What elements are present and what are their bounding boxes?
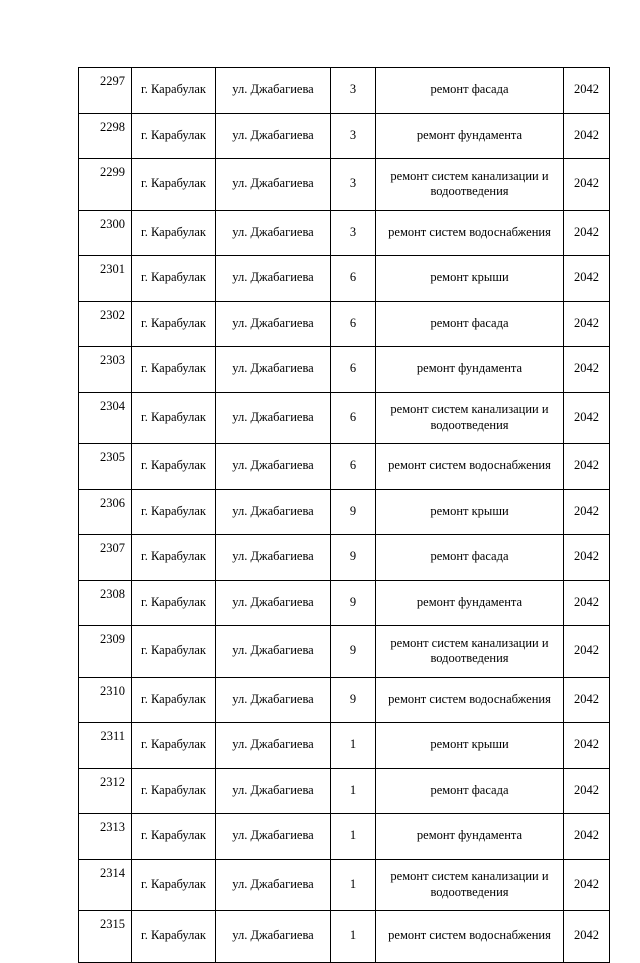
year-cell: 2042 xyxy=(564,580,610,626)
house-cell: 1 xyxy=(331,768,376,814)
table-row xyxy=(79,723,610,769)
street-cell: ул. Джабагиева xyxy=(216,859,331,911)
year-cell: 2042 xyxy=(564,535,610,581)
row-number-cell: 2313 xyxy=(79,814,132,860)
city-cell: г. Карабулак xyxy=(132,814,216,860)
street-cell: ул. Джабагиева xyxy=(216,814,331,860)
city-cell: г. Карабулак xyxy=(132,859,216,911)
city-cell: г. Карабулак xyxy=(132,392,216,444)
table-row xyxy=(79,256,610,302)
year-cell: 2042 xyxy=(564,301,610,347)
house-cell: 9 xyxy=(331,677,376,723)
house-cell: 1 xyxy=(331,911,376,963)
city-cell: г. Карабулак xyxy=(132,580,216,626)
row-number-cell: 2314 xyxy=(79,859,132,911)
street-cell: ул. Джабагиева xyxy=(216,113,331,159)
table-row xyxy=(79,814,610,860)
table-row xyxy=(79,677,610,723)
city-cell: г. Карабулак xyxy=(132,301,216,347)
work-type-cell: ремонт систем водоснабжения xyxy=(376,677,564,723)
year-cell: 2042 xyxy=(564,347,610,393)
row-number-cell: 2308 xyxy=(79,580,132,626)
table-row xyxy=(79,210,610,256)
row-number-cell: 2309 xyxy=(79,626,132,678)
year-cell: 2042 xyxy=(564,814,610,860)
year-cell: 2042 xyxy=(564,723,610,769)
city-cell: г. Карабулак xyxy=(132,489,216,535)
city-cell: г. Карабулак xyxy=(132,347,216,393)
house-cell: 3 xyxy=(331,68,376,114)
year-cell: 2042 xyxy=(564,256,610,302)
work-type-cell: ремонт систем канализации и водоотведения xyxy=(376,626,564,678)
year-cell: 2042 xyxy=(564,159,610,211)
row-number-cell: 2305 xyxy=(79,444,132,490)
year-cell: 2042 xyxy=(564,911,610,963)
table-row xyxy=(79,444,610,490)
table-row xyxy=(79,113,610,159)
street-cell: ул. Джабагиева xyxy=(216,723,331,769)
table-row xyxy=(79,859,610,911)
house-cell: 9 xyxy=(331,489,376,535)
house-cell: 3 xyxy=(331,113,376,159)
table-row xyxy=(79,301,610,347)
year-cell: 2042 xyxy=(564,444,610,490)
table-row xyxy=(79,911,610,963)
city-cell: г. Карабулак xyxy=(132,535,216,581)
row-number-cell: 2301 xyxy=(79,256,132,302)
street-cell: ул. Джабагиева xyxy=(216,392,331,444)
year-cell: 2042 xyxy=(564,859,610,911)
year-cell: 2042 xyxy=(564,210,610,256)
row-number-cell: 2300 xyxy=(79,210,132,256)
row-number-cell: 2304 xyxy=(79,392,132,444)
city-cell: г. Карабулак xyxy=(132,723,216,769)
city-cell: г. Карабулак xyxy=(132,256,216,302)
house-cell: 1 xyxy=(331,814,376,860)
year-cell: 2042 xyxy=(564,489,610,535)
city-cell: г. Карабулак xyxy=(132,159,216,211)
table-row xyxy=(79,580,610,626)
house-cell: 6 xyxy=(331,256,376,302)
row-number-cell: 2303 xyxy=(79,347,132,393)
year-cell: 2042 xyxy=(564,113,610,159)
work-type-cell: ремонт фундамента xyxy=(376,580,564,626)
house-cell: 6 xyxy=(331,444,376,490)
house-cell: 9 xyxy=(331,535,376,581)
work-type-cell: ремонт систем канализации и водоотведения xyxy=(376,392,564,444)
work-type-cell: ремонт фасада xyxy=(376,535,564,581)
work-type-cell: ремонт фундамента xyxy=(376,814,564,860)
city-cell: г. Карабулак xyxy=(132,113,216,159)
table-row xyxy=(79,347,610,393)
house-cell: 9 xyxy=(331,580,376,626)
table-row xyxy=(79,392,610,444)
table-row xyxy=(79,535,610,581)
street-cell: ул. Джабагиева xyxy=(216,159,331,211)
street-cell: ул. Джабагиева xyxy=(216,626,331,678)
street-cell: ул. Джабагиева xyxy=(216,911,331,963)
house-cell: 3 xyxy=(331,210,376,256)
street-cell: ул. Джабагиева xyxy=(216,256,331,302)
work-type-cell: ремонт систем канализации и водоотведения xyxy=(376,859,564,911)
year-cell: 2042 xyxy=(564,68,610,114)
row-number-cell: 2299 xyxy=(79,159,132,211)
work-type-cell: ремонт фундамента xyxy=(376,347,564,393)
city-cell: г. Карабулак xyxy=(132,68,216,114)
city-cell: г. Карабулак xyxy=(132,210,216,256)
house-cell: 6 xyxy=(331,392,376,444)
year-cell: 2042 xyxy=(564,392,610,444)
street-cell: ул. Джабагиева xyxy=(216,489,331,535)
table-row xyxy=(79,159,610,211)
work-type-cell: ремонт фасада xyxy=(376,301,564,347)
year-cell: 2042 xyxy=(564,677,610,723)
street-cell: ул. Джабагиева xyxy=(216,210,331,256)
row-number-cell: 2297 xyxy=(79,68,132,114)
street-cell: ул. Джабагиева xyxy=(216,535,331,581)
work-type-cell: ремонт крыши xyxy=(376,256,564,302)
work-type-cell: ремонт систем водоснабжения xyxy=(376,911,564,963)
house-cell: 1 xyxy=(331,859,376,911)
table-row xyxy=(79,768,610,814)
street-cell: ул. Джабагиева xyxy=(216,768,331,814)
work-type-cell: ремонт фасада xyxy=(376,768,564,814)
row-number-cell: 2298 xyxy=(79,113,132,159)
city-cell: г. Карабулак xyxy=(132,444,216,490)
street-cell: ул. Джабагиева xyxy=(216,68,331,114)
house-cell: 9 xyxy=(331,626,376,678)
work-type-cell: ремонт систем водоснабжения xyxy=(376,210,564,256)
work-type-cell: ремонт фасада xyxy=(376,68,564,114)
city-cell: г. Карабулак xyxy=(132,626,216,678)
house-cell: 1 xyxy=(331,723,376,769)
street-cell: ул. Джабагиева xyxy=(216,301,331,347)
row-number-cell: 2307 xyxy=(79,535,132,581)
row-number-cell: 2310 xyxy=(79,677,132,723)
house-cell: 6 xyxy=(331,301,376,347)
city-cell: г. Карабулак xyxy=(132,911,216,963)
works-table-body xyxy=(79,68,610,963)
table-row xyxy=(79,626,610,678)
house-cell: 6 xyxy=(331,347,376,393)
row-number-cell: 2306 xyxy=(79,489,132,535)
row-number-cell: 2312 xyxy=(79,768,132,814)
work-type-cell: ремонт крыши xyxy=(376,489,564,535)
table-row xyxy=(79,489,610,535)
work-type-cell: ремонт фундамента xyxy=(376,113,564,159)
work-type-cell: ремонт систем канализации и водоотведения xyxy=(376,159,564,211)
work-type-cell: ремонт крыши xyxy=(376,723,564,769)
street-cell: ул. Джабагиева xyxy=(216,347,331,393)
street-cell: ул. Джабагиева xyxy=(216,444,331,490)
street-cell: ул. Джабагиева xyxy=(216,580,331,626)
works-table xyxy=(78,67,610,963)
table-row xyxy=(79,68,610,114)
city-cell: г. Карабулак xyxy=(132,768,216,814)
row-number-cell: 2302 xyxy=(79,301,132,347)
row-number-cell: 2311 xyxy=(79,723,132,769)
year-cell: 2042 xyxy=(564,768,610,814)
house-cell: 3 xyxy=(331,159,376,211)
row-number-cell: 2315 xyxy=(79,911,132,963)
city-cell: г. Карабулак xyxy=(132,677,216,723)
year-cell: 2042 xyxy=(564,626,610,678)
work-type-cell: ремонт систем водоснабжения xyxy=(376,444,564,490)
street-cell: ул. Джабагиева xyxy=(216,677,331,723)
